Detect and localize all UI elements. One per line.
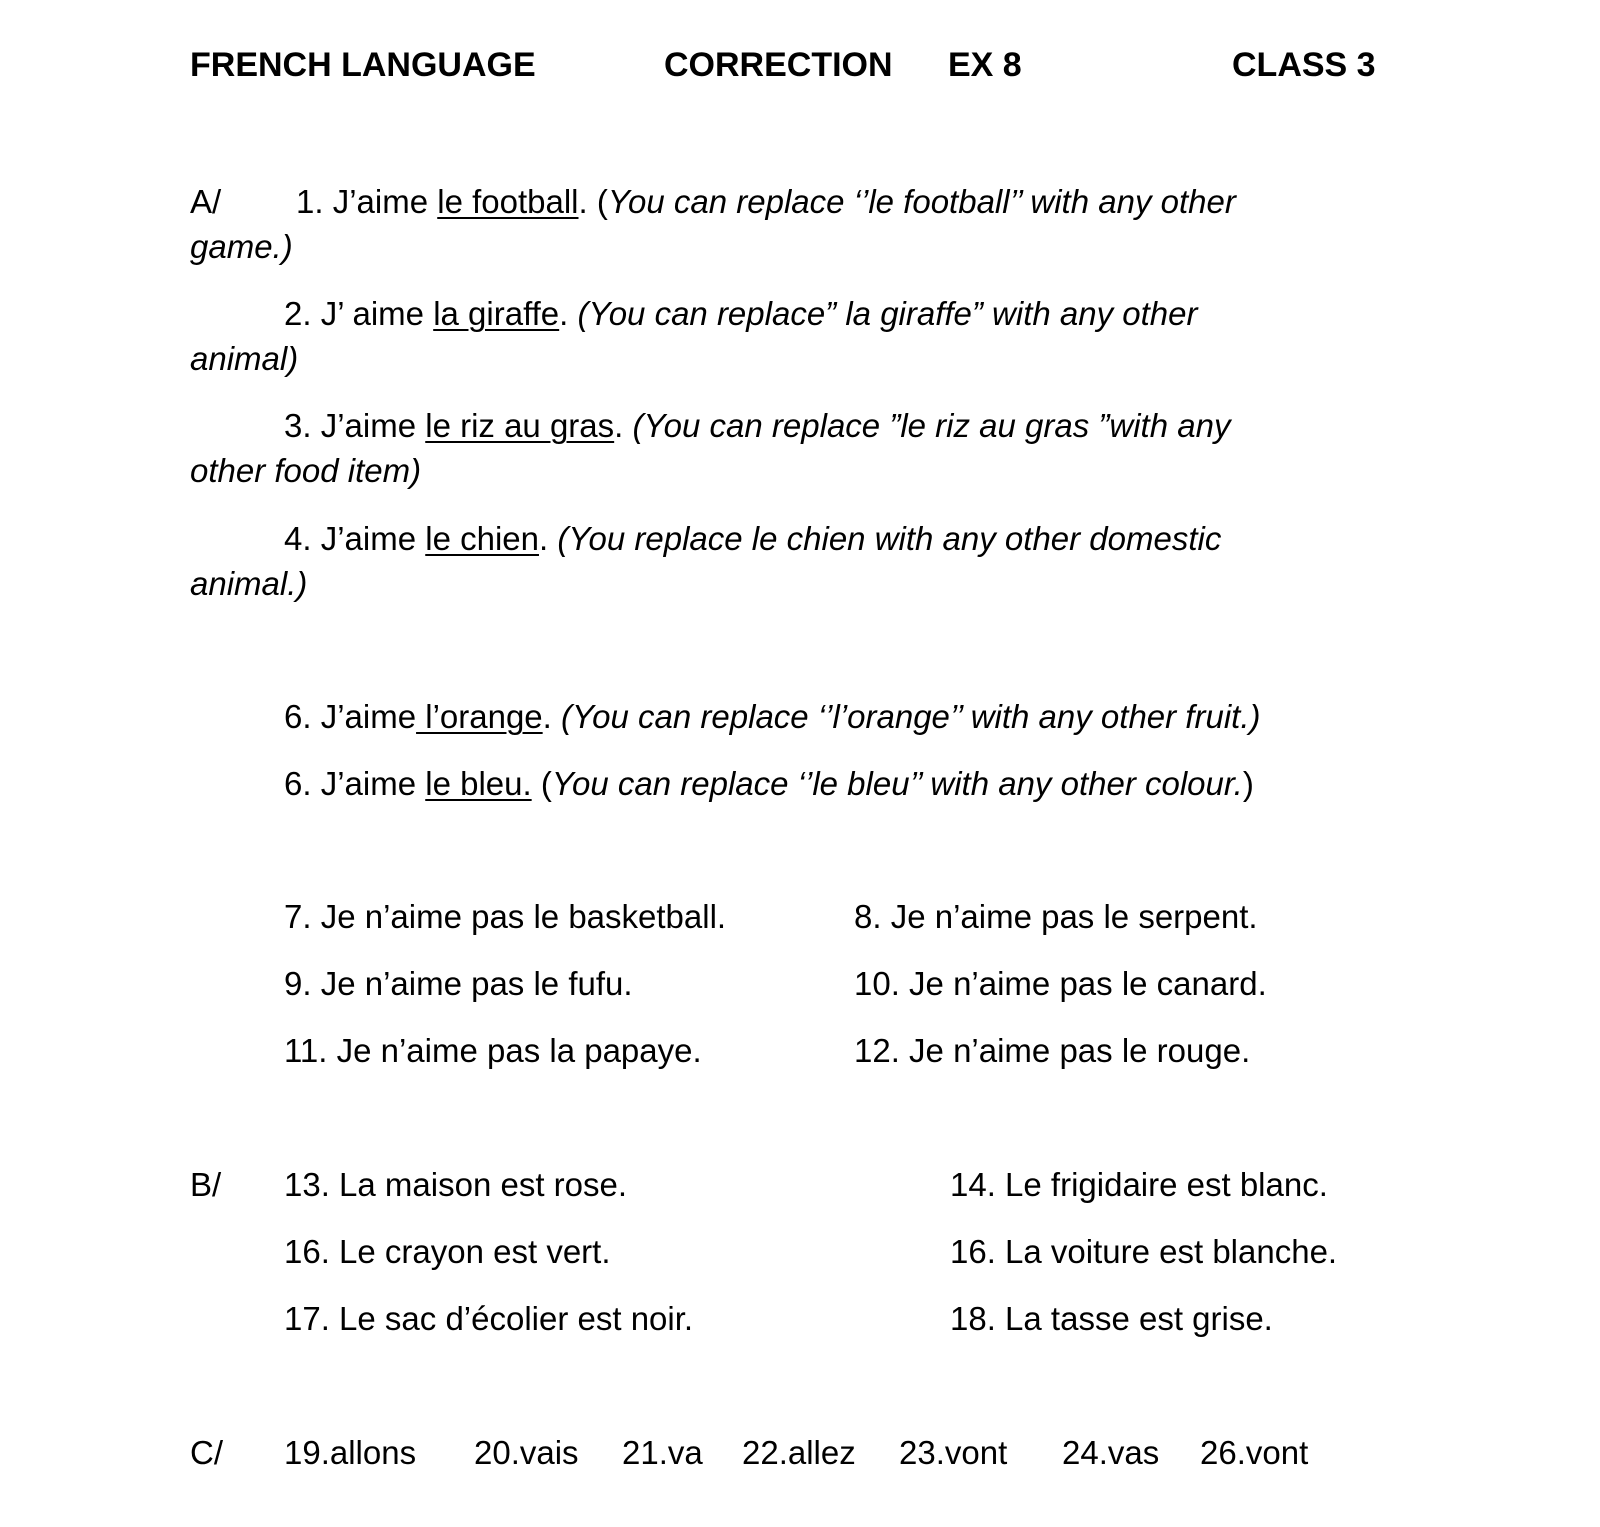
- negative-9: 9. Je n’aime pas le fufu.: [284, 965, 633, 1002]
- item-note: (You can replace” la giraffe” with any other: [577, 295, 1198, 332]
- item-number: 4.: [284, 520, 312, 557]
- header-exercise: EX 8: [948, 46, 1022, 84]
- item-6a: [284, 695, 1260, 739]
- c-item-19: 19.allons: [284, 1434, 417, 1471]
- c-item-22: 22.allez: [742, 1434, 856, 1471]
- item-prefix: J’aime: [320, 407, 426, 444]
- item-prefix: J’aime: [320, 698, 417, 735]
- header-subject: FRENCH LANGUAGE: [190, 46, 536, 84]
- item-answer: le football: [437, 183, 579, 220]
- item-punct: (: [531, 765, 552, 802]
- item-answer: l’orange: [416, 698, 543, 735]
- item-4-note-cont: animal.): [190, 565, 308, 602]
- negative-11: 11. Je n’aime pas la papaye.: [284, 1032, 702, 1069]
- item-punct: .: [538, 520, 558, 557]
- c-item-24: 24.vas: [1062, 1434, 1160, 1471]
- item-4: [284, 517, 1221, 561]
- negative-10: 10. Je n’aime pas le canard.: [854, 965, 1267, 1002]
- b-item-14: 14. Le frigidaire est blanc.: [950, 1166, 1328, 1203]
- item-note: You can replace ‘’le football’’ with any other: [607, 183, 1236, 220]
- item-answer: le bleu.: [425, 765, 532, 802]
- item-number: 2.: [284, 295, 312, 332]
- item-6b: [284, 762, 1254, 806]
- item-note: You can replace ‘’le bleu’’ with any other colour.: [551, 765, 1243, 802]
- c-item-21: 21.va: [622, 1434, 703, 1471]
- item-2: [284, 292, 1198, 336]
- section-a-label: A/: [190, 183, 222, 220]
- item-answer: le riz au gras: [425, 407, 615, 444]
- item-tail: ): [1242, 765, 1254, 802]
- item-punct: .: [559, 295, 578, 332]
- c-item-23: 23.vont: [899, 1434, 1008, 1471]
- item-punct: .: [542, 698, 561, 735]
- b-item-18: 18. La tasse est grise.: [950, 1300, 1273, 1337]
- item-punct: .: [614, 407, 633, 444]
- b-item-17: 17. Le sac d’écolier est noir.: [284, 1300, 694, 1337]
- item-prefix: J’aime: [320, 765, 426, 802]
- header-class: CLASS 3: [1232, 46, 1376, 84]
- c-item-20: 20.vais: [474, 1434, 579, 1471]
- b-item-13: 13. La maison est rose.: [284, 1166, 628, 1203]
- item-note: (You can replace ”le riz au gras ”with any: [632, 407, 1231, 444]
- b-item-16a: 16. Le crayon est vert.: [284, 1233, 611, 1270]
- section-c-label: C/: [190, 1434, 223, 1471]
- item-3-note-cont: other food item): [190, 452, 422, 489]
- item-note: (You can replace ‘’l’orange’’ with any other fruit.): [561, 698, 1261, 735]
- b-item-16b: 16. La voiture est blanche.: [950, 1233, 1338, 1270]
- section-b-label: B/: [190, 1166, 222, 1203]
- negative-8: 8. Je n’aime pas le serpent.: [854, 898, 1258, 935]
- item-1: [296, 180, 1236, 224]
- item-punct: . (: [578, 183, 608, 220]
- item-1-note-cont: game.): [190, 228, 293, 265]
- item-prefix: J’aime: [332, 183, 438, 220]
- item-3: [284, 404, 1230, 448]
- item-answer: le chien: [425, 520, 539, 557]
- item-note: (You replace le chien with any other domestic: [557, 520, 1222, 557]
- item-number: 3.: [284, 407, 312, 444]
- negative-7: 7. Je n’aime pas le basketball.: [284, 898, 727, 935]
- item-prefix: J’ aime: [320, 295, 434, 332]
- item-number: 1.: [296, 183, 324, 220]
- c-item-26: 26.vont: [1200, 1434, 1309, 1471]
- negative-12: 12. Je n’aime pas le rouge.: [854, 1032, 1251, 1069]
- item-prefix: J’aime: [320, 520, 426, 557]
- item-number: 6.: [284, 698, 312, 735]
- header-title: CORRECTION: [664, 46, 893, 84]
- item-2-note-cont: animal): [190, 340, 299, 377]
- item-answer: la giraffe: [433, 295, 560, 332]
- item-number: 6.: [284, 765, 312, 802]
